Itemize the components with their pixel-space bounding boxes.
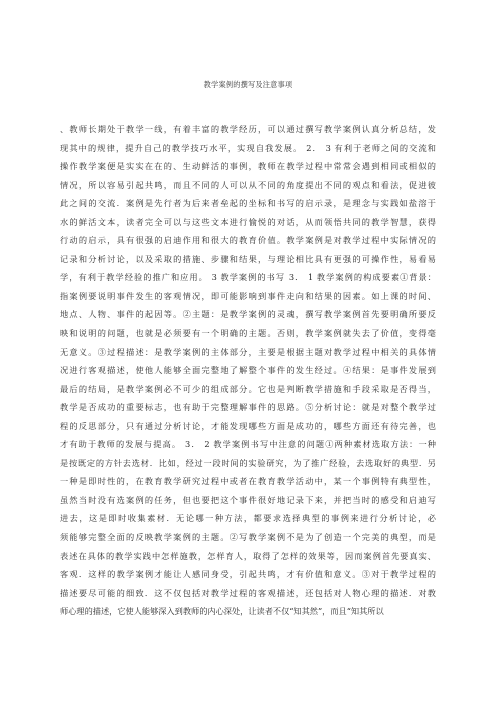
body-line: 、教师长期处于教学一线，有着丰富的教学经历，可以通过撰写教学案例认真分析总结，发 (60, 124, 436, 134)
body-line: 现其中的规律，提升自己的教学技巧水平，实现自我发展。 2． 3 有利于老师之间的交流和 (60, 142, 436, 153)
body-line: 此之间的交流．案例是先行者为后来者垒起的坐标和书写的启示录，是理念与实践如盐溶于 (60, 198, 436, 209)
document-body (60, 120, 436, 621)
body-line: 地点、人物、事件的起因等。②主题：是教学案例的灵魂，撰写教学案例首先要明确所要反 (60, 309, 436, 320)
body-line: 表述在具体的教学实践中怎样施教，怎样育人，取得了怎样的效果等，因而案例首先要真实、 (60, 550, 436, 561)
body-line: 是按既定的方针去选材．比如，经过一段时间的实验研究，为了推广经验，去选取好的典型．另 (60, 457, 436, 468)
body-line: 操作教学案便是实实在在的、生动鲜活的事例，教师在教学过程中常常会遇到相同或相似的 (60, 161, 436, 172)
body-line: 描述要尽可能的细致．这不仅包括对教学过程的客观描述，还包括对人物心理的描述．对教 (60, 587, 436, 598)
body-line: 进去，这是即时收集素材．无论哪一种方法，都要求选择典型的事例来进行分析讨论，必 (60, 513, 436, 524)
body-line: 情况，所以容易引起共鸣，而且不同的人可以从不同的角度提出不同的观点和看法，促进彼 (60, 179, 436, 190)
body-line: 最后的结局，是教学案例必不可少的组成部分。它也是判断教学措施和手段采取是否得当， (60, 383, 436, 394)
body-line: 程的反思部分，只有通过分析讨论，才能发现哪些方面是成功的，哪些方面还有待完善，也 (60, 420, 436, 431)
body-line: 学，有利于教学经验的推广和应用。 3 教学案例的书写 3． 1 教学案例的构成要素①背景： (60, 272, 436, 283)
document-title: 教学案例的撰写及注意事项 (203, 80, 293, 89)
body-line: 才有助于教师的发展与提高。 3． 2 教学案例书写中注意的问题①两种素材选取方法：一种 (60, 439, 436, 450)
body-line: 况进行客观描述，使他人能够全面完整地了解整个事件的发生经过。④结果：是事件发展到 (60, 365, 436, 376)
body-line: 师心理的描述，它使人能够深入到教师的内心深处，让读者不仅“知其然”，而且“知其所以 (60, 606, 384, 617)
body-line: 指案例要说明事件发生的客观情况，即可能影响到事件走向和结果的因素。如上课的时间、 (60, 290, 436, 301)
body-line: 映和说明的问题，也就是必须要有一个明确的主题。否则，教学案例就失去了价值，变得毫 (60, 328, 436, 339)
body-line: 一种是即时性的，在教育教学研究过程中或者在教育教学活动中，某一个事例特有典型性， (60, 476, 436, 487)
body-line: 须能够完整全面的反映教学案例的主题。②写教学案例不是为了创造一个完美的典型，而是 (60, 532, 436, 543)
body-line: 行动的启示，具有很强的启迪作用和很大的教育价值。教学案例是对教学过程中实际情况的 (60, 235, 436, 246)
body-line: 客观．这样的教学案例才能让人感同身受，引起共鸣，才有价值和意义。③对于教学过程的 (60, 569, 436, 580)
body-line: 教学是否成功的重要标志，也有助于完整理解事件的思路。⑤分析讨论：就是对整个教学过 (60, 402, 436, 413)
body-line: 虽然当时没有选案例的任务，但也要把这个事件很好地记录下来，并把当时的感受和启迪写 (60, 494, 436, 505)
body-line: 记录和分析讨论，以及采取的措施、步骤和结果，与理论相比具有更强的可操作性，易看易 (60, 253, 436, 264)
body-line: 水的鲜活文本，读者完全可以与这些文本进行愉悦的对话，从而领悟共同的教学智慧，获得 (60, 216, 436, 227)
body-line: 无意义。③过程描述：是教学案例的主体部分，主要是根据主题对教学过程中相关的具体情 (60, 346, 436, 357)
